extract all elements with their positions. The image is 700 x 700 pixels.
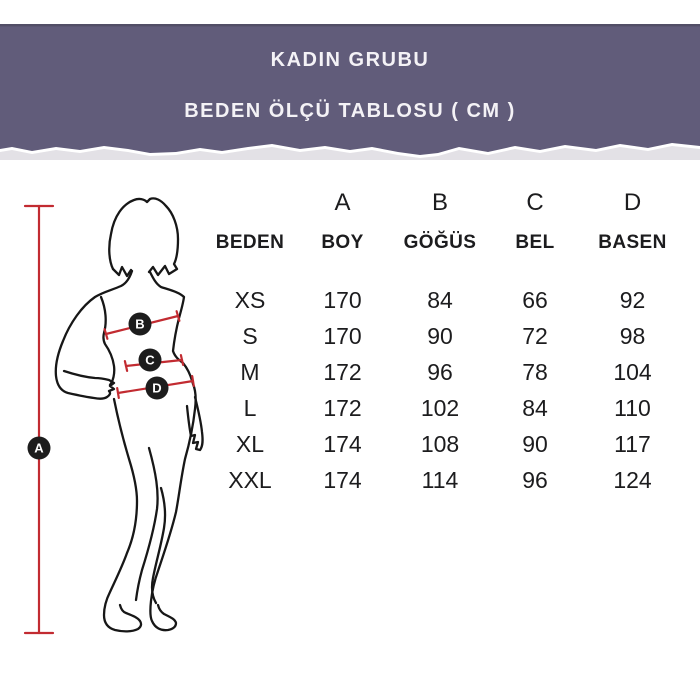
size-label: L — [243, 394, 257, 421]
torso-front-edge — [101, 297, 114, 385]
column-header: BEL — [515, 232, 555, 253]
measurement-value: 98 — [619, 322, 646, 349]
hair — [109, 198, 178, 275]
measurement-value: 96 — [427, 358, 453, 385]
marker-d-label: D — [152, 380, 162, 396]
column-letter-a: A — [334, 189, 351, 216]
size-label: M — [240, 358, 260, 385]
banner-top-edge — [0, 24, 700, 26]
measurement-value: 78 — [522, 358, 548, 385]
woman-outline — [56, 198, 203, 631]
measurement-value: 172 — [323, 394, 362, 421]
measurement-value: 72 — [522, 322, 548, 349]
size-label: XL — [235, 430, 265, 457]
front-leg-inner — [136, 448, 158, 600]
marker-b-label: B — [135, 316, 145, 332]
size-label: S — [242, 322, 258, 349]
size-label: XXL — [228, 466, 272, 493]
measurement-value: 90 — [427, 322, 453, 349]
hair-left-spikes — [113, 267, 131, 276]
measurement-value: 170 — [323, 322, 362, 349]
marker-badges — [28, 313, 169, 460]
size-table — [210, 186, 680, 498]
measurement-lines — [25, 206, 194, 633]
column-letter-d: D — [623, 189, 642, 216]
marker-a-label: A — [34, 440, 44, 456]
column-header: GÖĞÜS — [403, 232, 477, 253]
measurement-value: 104 — [613, 358, 652, 385]
table-corner-spacer — [210, 186, 290, 220]
marker-c-label: C — [145, 352, 155, 368]
banner-title: KADIN GRUBU — [270, 49, 430, 71]
measurement-value: 84 — [427, 286, 453, 313]
measurement-value: 174 — [323, 430, 362, 457]
measurement-value: 66 — [522, 286, 548, 313]
measurement-value: 124 — [613, 466, 652, 493]
measurement-value: 110 — [614, 394, 651, 421]
body-right-edge — [150, 272, 196, 630]
measurement-value: 92 — [619, 286, 646, 313]
measurement-value: 114 — [421, 466, 459, 493]
banner-subtitle: BEDEN ÖLÇÜ TABLOSU ( CM ) — [184, 100, 516, 122]
banner-shape — [0, 24, 700, 155]
measurement-value: 108 — [420, 430, 460, 457]
torn-banner — [0, 0, 700, 175]
measurement-value: 102 — [420, 394, 460, 421]
column-letter-c: C — [526, 189, 544, 216]
measurement-value: 96 — [522, 466, 548, 493]
measurement-value: 90 — [522, 430, 548, 457]
measurement-value: 170 — [323, 286, 362, 313]
measurement-value: 117 — [614, 430, 651, 457]
column-header: BEDEN — [215, 232, 285, 253]
table-spacer — [210, 266, 680, 282]
measurement-value: 172 — [323, 358, 362, 385]
measurement-value: 84 — [522, 394, 548, 421]
left-arm — [56, 271, 132, 399]
size-label: XS — [234, 286, 266, 313]
measurement-value: 174 — [323, 466, 362, 493]
column-header: BASEN — [598, 232, 667, 253]
column-letter-b: B — [431, 189, 448, 216]
column-header: BOY — [321, 232, 364, 253]
